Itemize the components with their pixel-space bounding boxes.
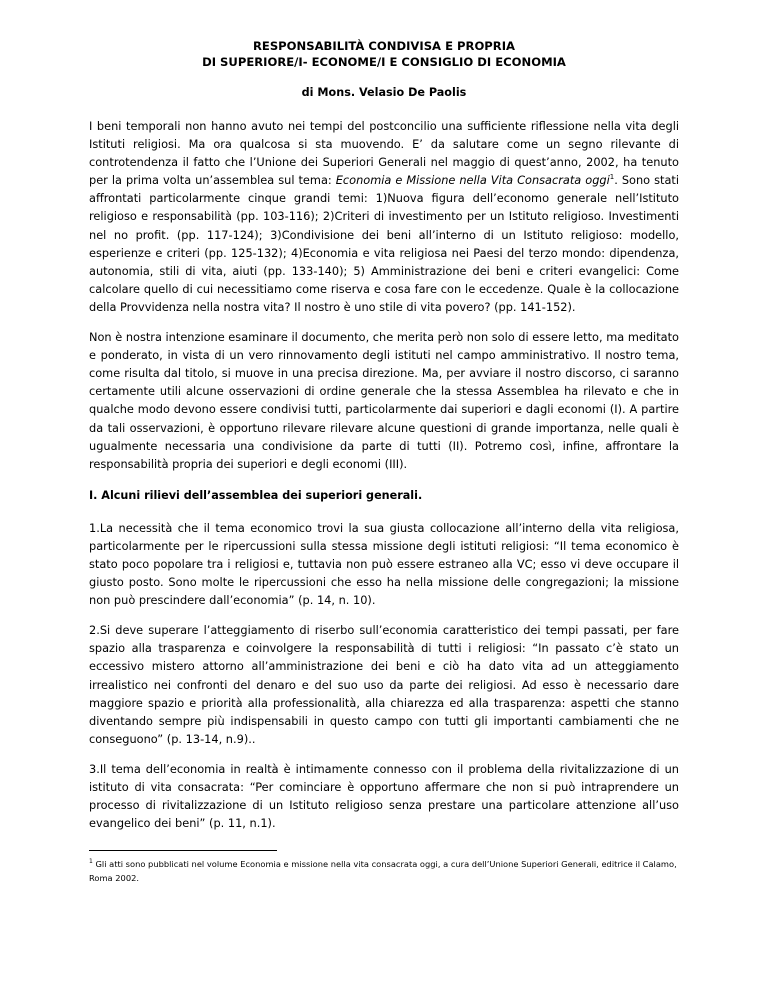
intro-paragraph-1 (89, 117, 679, 316)
section-1-point-2: 2.Si deve superare l’atteggiamento di riserbo sull’economia caratteristico dei tempi passati, per fare spazio alla trasparenza e coinvolgere la responsabilità di tutti i religiosi: “In passato c’è stato un eccessivo mistero attorno all’amministrazione dei beni e ciò ha dato vita ad un atteggiamento irrealistico nei confronti del denaro e del suo uso da parte dei religiosi. Ad esso è necessario dare maggiore spazio e priorità alla professionalità, alla chiarezza ed alla trasparenza: aspetti che stanno diventando sempre più indispensabili in questo campo con tutti gli importanti cambiamenti che ne conseguono” (p. 13-14, n.9).. (89, 623, 679, 746)
footnote (89, 855, 679, 885)
section-heading-1: I. Alcuni rilievi dell’assemblea dei superiori generali. (89, 488, 423, 502)
document-title-line-1: RESPONSABILITÀ CONDIVISA E PROPRIA (252, 39, 516, 53)
footnote-text: Gli atti sono pubblicati nel volume Economia e missione nella vita consacrata oggi, a cura dell’Unione Superiori Generali, editrice il Calamo, Roma 2002. (89, 859, 677, 884)
section-1-point-3: 3.Il tema dell’economia in realtà è intimamente connesso con il problema della rivitalizzazione di un istituto di vita consacrata: “Per cominciare è opportuno affermare che non si può intraprendere un processo di rivitalizzazione di un Istituto religioso senza prestare una particolare attenzione all’uso evangelico dei beni” (p. 11, n.1). (89, 761, 679, 831)
footnote-separator (89, 850, 277, 851)
section-1-point-1: 1.La necessità che il tema economico trovi la sua giusta collocazione all’interno della vita religiosa, particolarmente per le ripercussioni sulla stessa missione degli istituti religiosi: “Il tema economico è stato poco popolare tra i religiosi e, tuttavia non può essere estraneo alla VC; esso vi deve occupare il giusto posto. Sono molte le ripercussioni che esso ha nella missione delle congregazioni; la missione non può prescindere dall’economia” (p. 14, n. 10). (89, 520, 679, 608)
author-line: di Mons. Velasio De Paolis (301, 86, 467, 99)
footnote-number: 1 (89, 858, 93, 866)
conference-theme-italic: Economia e Missione nella Vita Consacrata oggi (335, 173, 610, 188)
intro-paragraph-1-text-b: . Sono stati affrontati particolarmente cinque grandi temi: 1)Nuova figura dell’economo generale nell’Istituto religioso e responsabilità (pp. 103-116); 2)Criteri di investimento per un Istituto religioso. Investimenti nel no profit. (pp. 117-124); 3)Condivisione dei beni all’interno di un Istituto religioso: modello, esperienze e criteri (pp. 125-132); 4)Economia e vita religiosa nei Paesi del terzo mondo: dipendenza, autonomia, stili di vita, aiuti (pp. 133-140); 5) Amministrazione dei beni e criteri evangelici: Come calcolare quello di cui necessitiamo come riserva e cosa fare con le eccedenze. Quale è la collocazione della Provvidenza nella nostra vita? Il nostro è uno stile di vita povero? (pp. 141-152). (89, 173, 680, 314)
document-title-line-2: DI SUPERIORE/I- ECONOME/I E CONSIGLIO DI ECONOMIA (202, 55, 566, 69)
intro-paragraph-2: Non è nostra intenzione esaminare il documento, che merita però non solo di essere letto, ma meditato e ponderato, in vista di un vero rinnovamento degli istituti nel campo amministrativo. Il nostro tema, come risulta dal titolo, si muove in una precisa direzione. Ma, per avviare il nostro discorso, ci saranno certamente utili alcune osservazioni di ordine generale che la stessa Assemblea ha rilevato e che in qualche modo devono essere condivisi tutti, particolarmente dai superiori e dagli economi (I). A partire da tali osservazioni, è opportuno rilevare rilevare alcune questioni di grande importanza, nelle quali è ugualmente necessaria una condivisione da parte di tutti (II). Potremo così, infine, affrontare la responsabilità propria dei superiori e degli economi (III). (89, 330, 679, 471)
footnote-reference: 1 (609, 173, 615, 182)
intro-paragraph-1-text-a: I beni temporali non hanno avuto nei tempi del postconcilio una sufficiente riflessione nella vita degli Istituti religiosi. Ma ora qualcosa si sta muovendo. E’ da salutare come un segno rilevante di controtendenza il fatto che l’Unione dei Superiori Generali nel maggio di quest’anno, 2002, ha tenuto per la prima volta un’assemblea sul tema: (89, 119, 679, 188)
